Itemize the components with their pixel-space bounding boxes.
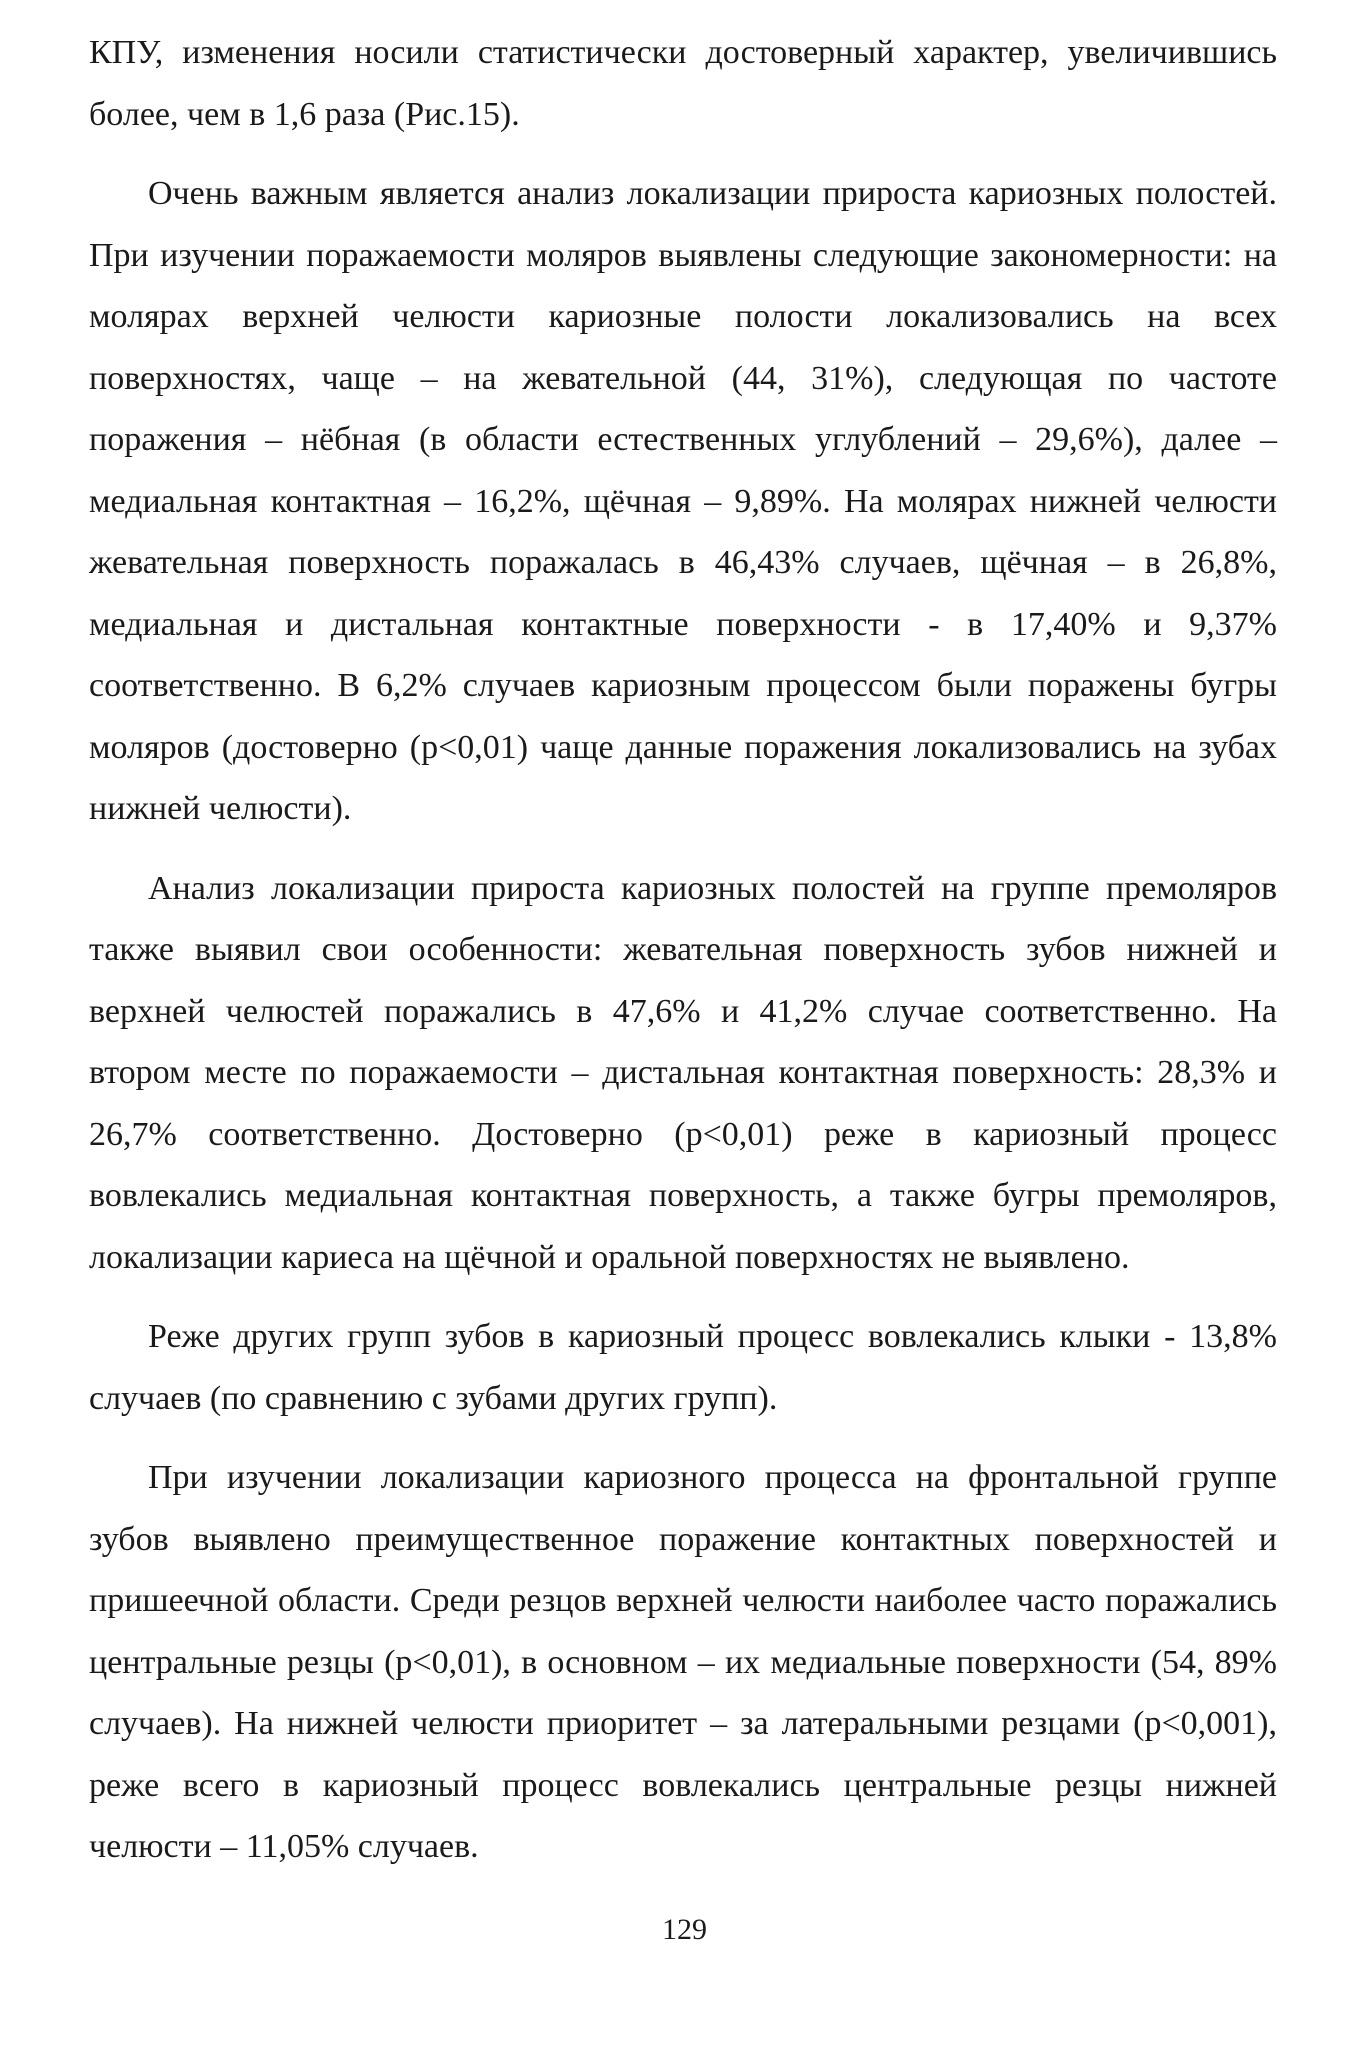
page-number: 129 bbox=[662, 1913, 707, 1946]
document-page bbox=[89, 22, 1277, 1896]
paragraph-incisors: При изучении локализации кариозного процесса на фронтальной группе зубов выявлено преимущественное поражение контактных поверхностей и пришеечной области. Среди резцов верхней челюсти наиболее часто поражались центральные резцы (р<0,01), в основном – их медиальные поверхности (54, 89% случаев). На нижней челюсти приоритет – за латеральными резцами (р<0,001), реже всего в кариозный процесс вовлекались центральные резцы нижней челюсти – 11,05% случаев. bbox=[89, 1459, 1277, 1865]
paragraph-continuation: КПУ, изменения носили статистически достоверный характер, увеличившись более, чем в 1,6 раза (Рис.15). bbox=[89, 34, 1277, 133]
paragraph-premolars: Анализ локализации прироста кариозных полостей на группе премоляров также выявил свои особенности: жевательная поверхность зубов нижней и верхней челюстей поражались в 47,6% и 41,2% случае соответственно. На втором месте по поражаемости – дистальная контактная поверхность: 28,3% и 26,7% соответственно. Достоверно (р<0,01) реже в кариозный процесс вовлекались медиальная контактная поверхность, а также бугры премоляров, локализации кариеса на щёчной и оральной поверхностях не выявлено. bbox=[89, 869, 1277, 1276]
paragraph-canines: Реже других групп зубов в кариозный процесс вовлекались клыки - 13,8% случаев (по сравнению с зубами других групп). bbox=[89, 1318, 1277, 1417]
paragraph-molars: Очень важным является анализ локализации прироста кариозных полостей. При изучении поражаемости моляров выявлены следующие закономерности: на молярах верхней челюсти кариозные полости локализовались на всех поверхностях, чаще – на жевательной (44, 31%), следующая по частоте поражения – нёбная (в области естественных углублений – 29,6%), далее – медиальная контактная – 16,2%, щёчная – 9,89%. На молярах нижней челюсти жевательная поверхность поражалась в 46,43% случаев, щёчная – в 26,8%, медиальная и дистальная контактные поверхности - в 17,40% и 9,37% соответственно. В 6,2% случаев кариозным процессом были поражены бугры моляров (достоверно (р<0,01) чаще данные поражения локализовались на зубах нижней челюсти). bbox=[89, 175, 1277, 827]
